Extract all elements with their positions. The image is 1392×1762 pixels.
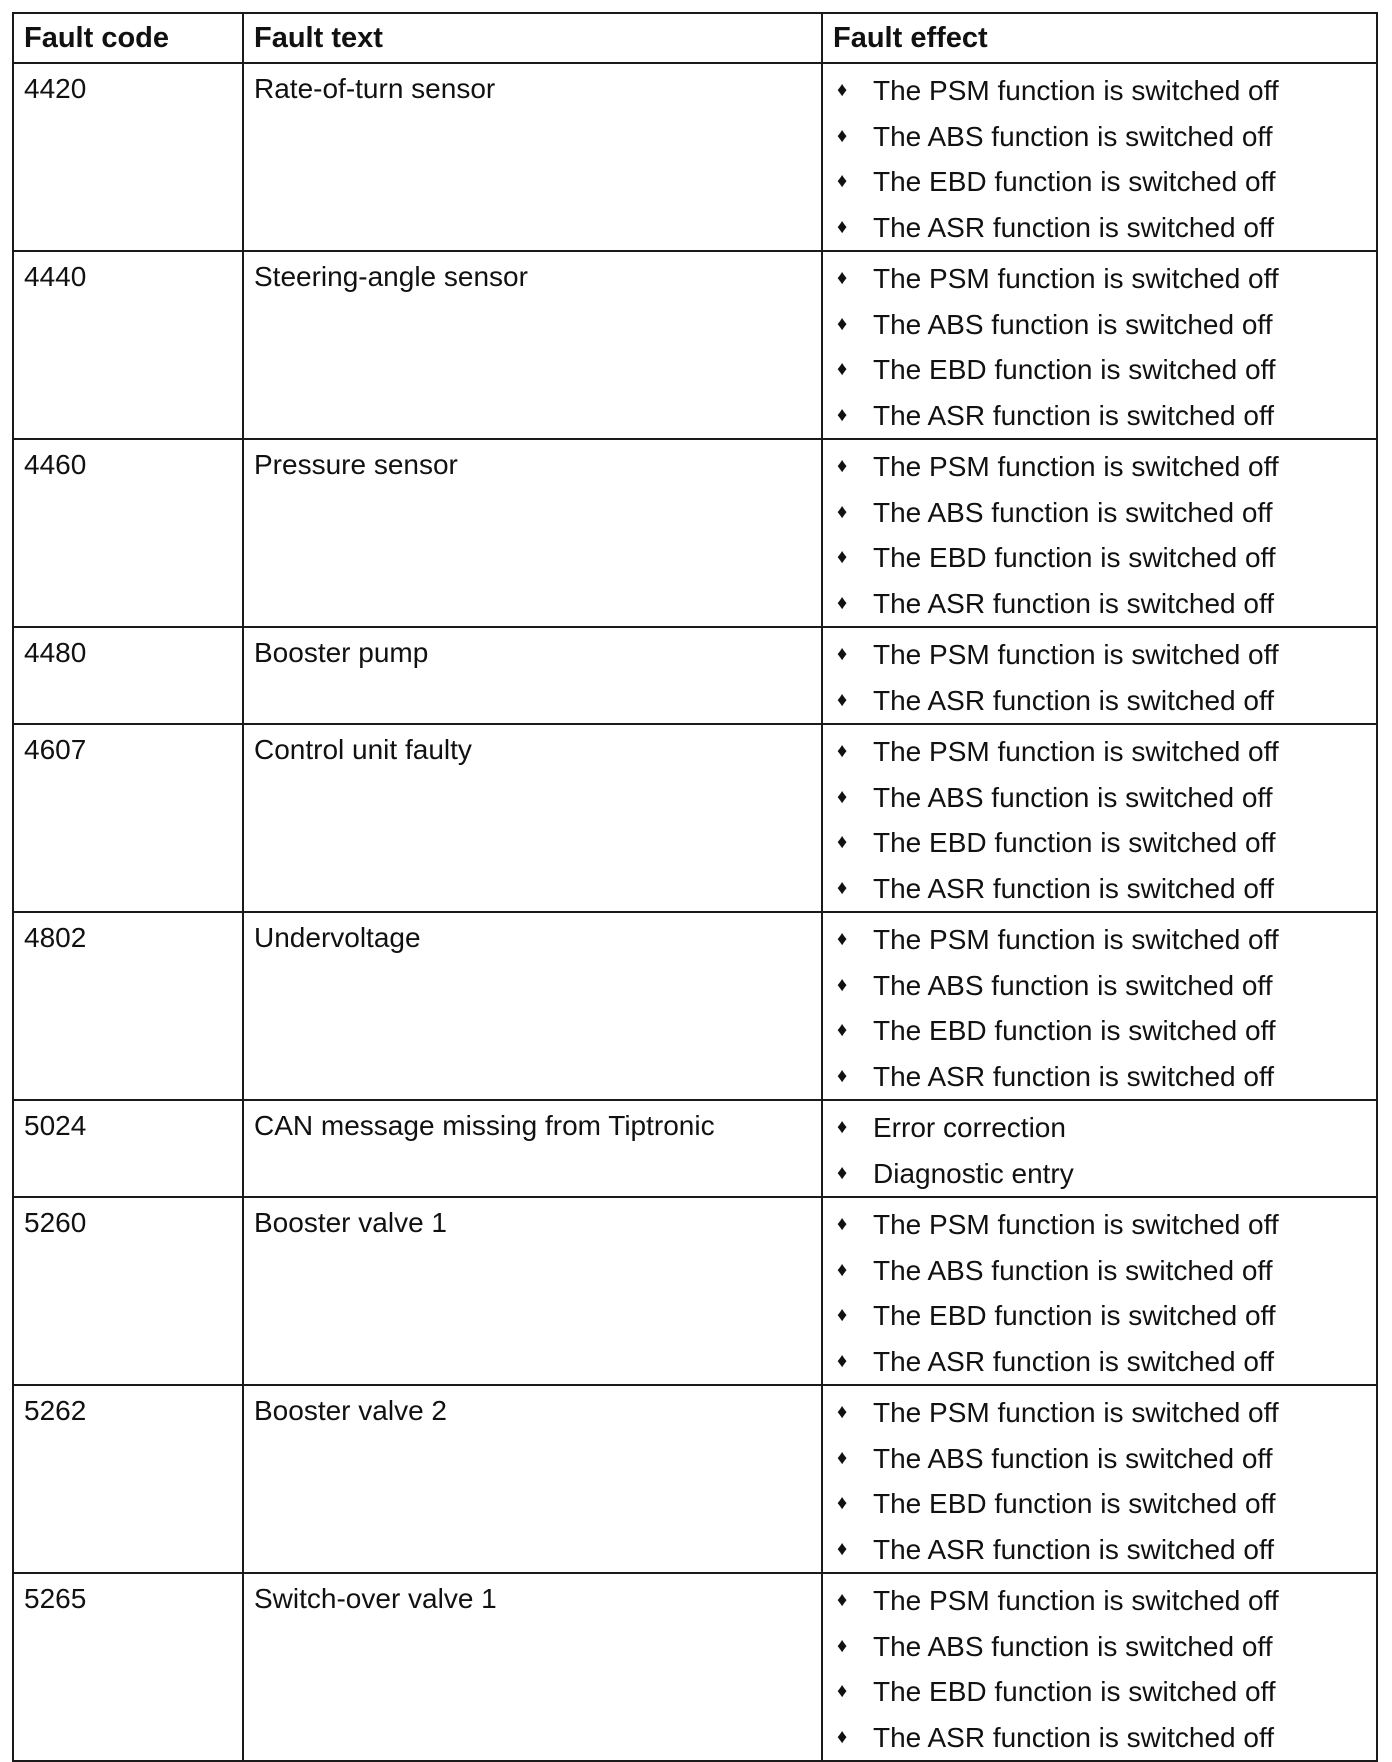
diamond-bullet-icon: ♦ <box>837 546 848 569</box>
fault-text-cell: Booster pump <box>243 627 822 724</box>
fault-text-cell: Booster valve 2 <box>243 1385 822 1573</box>
header-fault-effect: Fault effect <box>822 13 1377 63</box>
fault-effect-cell <box>822 724 1377 912</box>
effect-text: The PSM function is switched off <box>873 1209 1279 1241</box>
effect-text: The EBD function is switched off <box>873 827 1276 859</box>
effect-text: The EBD function is switched off <box>873 542 1276 574</box>
effect-text: The ABS function is switched off <box>873 969 1273 1001</box>
effect-item <box>833 347 1376 393</box>
effect-text: The ASR function is switched off <box>873 684 1275 716</box>
effect-text: The ABS function is switched off <box>873 1630 1273 1662</box>
effect-list <box>833 1105 1376 1196</box>
diamond-bullet-icon: ♦ <box>837 1304 848 1327</box>
effect-item <box>833 114 1376 160</box>
effect-item <box>833 1248 1376 1294</box>
diamond-bullet-icon: ♦ <box>837 1401 848 1424</box>
effect-text: The PSM function is switched off <box>873 736 1279 768</box>
fault-code-cell: 4607 <box>13 724 243 912</box>
effect-text: The ASR function is switched off <box>873 587 1275 619</box>
effect-item <box>833 820 1376 866</box>
table-row <box>13 251 1377 439</box>
effect-text: The PSM function is switched off <box>873 75 1279 107</box>
effect-item <box>833 632 1376 678</box>
diamond-bullet-icon: ♦ <box>837 785 848 808</box>
diamond-bullet-icon: ♦ <box>837 973 848 996</box>
fault-code-cell: 4440 <box>13 251 243 439</box>
effect-item <box>833 490 1376 536</box>
effect-text: The EBD function is switched off <box>873 1015 1276 1047</box>
fault-effect-cell <box>822 627 1377 724</box>
table-row <box>13 724 1377 912</box>
fault-code-cell: 4460 <box>13 439 243 627</box>
table-row <box>13 1385 1377 1573</box>
fault-effect-cell <box>822 439 1377 627</box>
fault-code-cell: 5260 <box>13 1197 243 1385</box>
effect-item <box>833 866 1376 912</box>
diamond-bullet-icon: ♦ <box>837 403 848 426</box>
header-fault-code: Fault code <box>13 13 243 63</box>
effect-text: The PSM function is switched off <box>873 924 1279 956</box>
effect-item <box>833 1054 1376 1100</box>
diamond-bullet-icon: ♦ <box>837 591 848 614</box>
diamond-bullet-icon: ♦ <box>837 312 848 335</box>
effect-text: The EBD function is switched off <box>873 166 1276 198</box>
effect-item <box>833 1436 1376 1482</box>
diamond-bullet-icon: ♦ <box>837 1258 848 1281</box>
effect-list <box>833 256 1376 438</box>
diamond-bullet-icon: ♦ <box>837 1349 848 1372</box>
effect-item <box>833 535 1376 581</box>
effect-item <box>833 302 1376 348</box>
effect-text: The ABS function is switched off <box>873 1254 1273 1286</box>
effect-item <box>833 1293 1376 1339</box>
effect-list <box>833 68 1376 250</box>
effect-list <box>833 1390 1376 1572</box>
diamond-bullet-icon: ♦ <box>837 124 848 147</box>
table-body <box>13 63 1377 1761</box>
effect-item <box>833 444 1376 490</box>
effect-item <box>833 917 1376 963</box>
effect-text: The ASR function is switched off <box>873 1721 1275 1753</box>
header-row <box>13 13 1377 63</box>
effect-item <box>833 1151 1376 1197</box>
diamond-bullet-icon: ♦ <box>837 688 848 711</box>
header-fault-text: Fault text <box>243 13 822 63</box>
fault-code-cell: 5265 <box>13 1573 243 1761</box>
table-row <box>13 1100 1377 1197</box>
effect-item <box>833 1624 1376 1670</box>
effect-text: The PSM function is switched off <box>873 1585 1279 1617</box>
diamond-bullet-icon: ♦ <box>837 267 848 290</box>
effect-item <box>833 1578 1376 1624</box>
effect-text: The PSM function is switched off <box>873 451 1279 483</box>
fault-code-cell: 4480 <box>13 627 243 724</box>
diamond-bullet-icon: ♦ <box>837 170 848 193</box>
fault-code-cell: 5024 <box>13 1100 243 1197</box>
effect-text: The EBD function is switched off <box>873 1676 1276 1708</box>
fault-effect-cell <box>822 63 1377 251</box>
table-row <box>13 63 1377 251</box>
diamond-bullet-icon: ♦ <box>837 500 848 523</box>
fault-effect-cell <box>822 1100 1377 1197</box>
diamond-bullet-icon: ♦ <box>837 215 848 238</box>
effect-item <box>833 68 1376 114</box>
fault-effect-cell <box>822 1573 1377 1761</box>
fault-text-cell: CAN message missing from Tiptronic <box>243 1100 822 1197</box>
diamond-bullet-icon: ♦ <box>837 1725 848 1748</box>
effect-text: The ASR function is switched off <box>873 399 1275 431</box>
fault-effect-cell <box>822 251 1377 439</box>
effect-text: The ABS function is switched off <box>873 496 1273 528</box>
effect-list <box>833 632 1376 723</box>
fault-code-cell: 5262 <box>13 1385 243 1573</box>
diamond-bullet-icon: ♦ <box>837 1161 848 1184</box>
diamond-bullet-icon: ♦ <box>837 1492 848 1515</box>
effect-list <box>833 1202 1376 1384</box>
diamond-bullet-icon: ♦ <box>837 1116 848 1139</box>
effect-text: The ABS function is switched off <box>873 1442 1273 1474</box>
effect-list <box>833 729 1376 911</box>
fault-code-cell: 4802 <box>13 912 243 1100</box>
fault-effect-cell <box>822 912 1377 1100</box>
diamond-bullet-icon: ♦ <box>837 1446 848 1469</box>
fault-text-cell: Control unit faulty <box>243 724 822 912</box>
effect-text: The ASR function is switched off <box>873 1060 1275 1092</box>
effect-text: The PSM function is switched off <box>873 263 1279 295</box>
diamond-bullet-icon: ♦ <box>837 643 848 666</box>
effect-item <box>833 1339 1376 1385</box>
effect-text: Error correction <box>873 1112 1066 1144</box>
diamond-bullet-icon: ♦ <box>837 79 848 102</box>
diamond-bullet-icon: ♦ <box>837 876 848 899</box>
effect-text: The ABS function is switched off <box>873 308 1273 340</box>
effect-list <box>833 444 1376 626</box>
diamond-bullet-icon: ♦ <box>837 358 848 381</box>
effect-item <box>833 1390 1376 1436</box>
fault-table <box>12 12 1378 1762</box>
table-row <box>13 1573 1377 1761</box>
effect-text: The ASR function is switched off <box>873 1345 1275 1377</box>
table-header <box>13 13 1377 63</box>
effect-item <box>833 678 1376 724</box>
diamond-bullet-icon: ♦ <box>837 1213 848 1236</box>
fault-text-cell: Steering-angle sensor <box>243 251 822 439</box>
diamond-bullet-icon: ♦ <box>837 1064 848 1087</box>
effect-text: The ABS function is switched off <box>873 781 1273 813</box>
effect-text: The ABS function is switched off <box>873 120 1273 152</box>
effect-item <box>833 1105 1376 1151</box>
diamond-bullet-icon: ♦ <box>837 1634 848 1657</box>
effect-text: The ASR function is switched off <box>873 1533 1275 1565</box>
effect-item <box>833 205 1376 251</box>
effect-item <box>833 1481 1376 1527</box>
effect-item <box>833 393 1376 439</box>
effect-item <box>833 1715 1376 1761</box>
effect-item <box>833 1202 1376 1248</box>
effect-text: The ASR function is switched off <box>873 872 1275 904</box>
fault-text-cell: Booster valve 1 <box>243 1197 822 1385</box>
diamond-bullet-icon: ♦ <box>837 1680 848 1703</box>
diamond-bullet-icon: ♦ <box>837 831 848 854</box>
effect-item <box>833 775 1376 821</box>
table-row <box>13 1197 1377 1385</box>
fault-text-cell: Rate-of-turn sensor <box>243 63 822 251</box>
effect-item <box>833 159 1376 205</box>
fault-code-cell: 4420 <box>13 63 243 251</box>
fault-effect-cell <box>822 1385 1377 1573</box>
effect-item <box>833 1008 1376 1054</box>
effect-text: The PSM function is switched off <box>873 1397 1279 1429</box>
fault-text-cell: Pressure sensor <box>243 439 822 627</box>
effect-text: The PSM function is switched off <box>873 639 1279 671</box>
diamond-bullet-icon: ♦ <box>837 740 848 763</box>
diamond-bullet-icon: ♦ <box>837 1019 848 1042</box>
effect-list <box>833 1578 1376 1760</box>
fault-text-cell: Switch-over valve 1 <box>243 1573 822 1761</box>
table-row <box>13 912 1377 1100</box>
diamond-bullet-icon: ♦ <box>837 928 848 951</box>
effect-text: The ASR function is switched off <box>873 211 1275 243</box>
table-row <box>13 439 1377 627</box>
effect-text: The EBD function is switched off <box>873 1488 1276 1520</box>
effect-text: The EBD function is switched off <box>873 354 1276 386</box>
effect-text: The EBD function is switched off <box>873 1300 1276 1332</box>
effect-item <box>833 1527 1376 1573</box>
effect-item <box>833 256 1376 302</box>
effect-item <box>833 963 1376 1009</box>
effect-item <box>833 729 1376 775</box>
effect-text: Diagnostic entry <box>873 1157 1074 1189</box>
table-row <box>13 627 1377 724</box>
effect-item <box>833 581 1376 627</box>
diamond-bullet-icon: ♦ <box>837 1589 848 1612</box>
fault-text-cell: Undervoltage <box>243 912 822 1100</box>
diamond-bullet-icon: ♦ <box>837 455 848 478</box>
effect-list <box>833 917 1376 1099</box>
effect-item <box>833 1669 1376 1715</box>
diamond-bullet-icon: ♦ <box>837 1537 848 1560</box>
fault-effect-cell <box>822 1197 1377 1385</box>
